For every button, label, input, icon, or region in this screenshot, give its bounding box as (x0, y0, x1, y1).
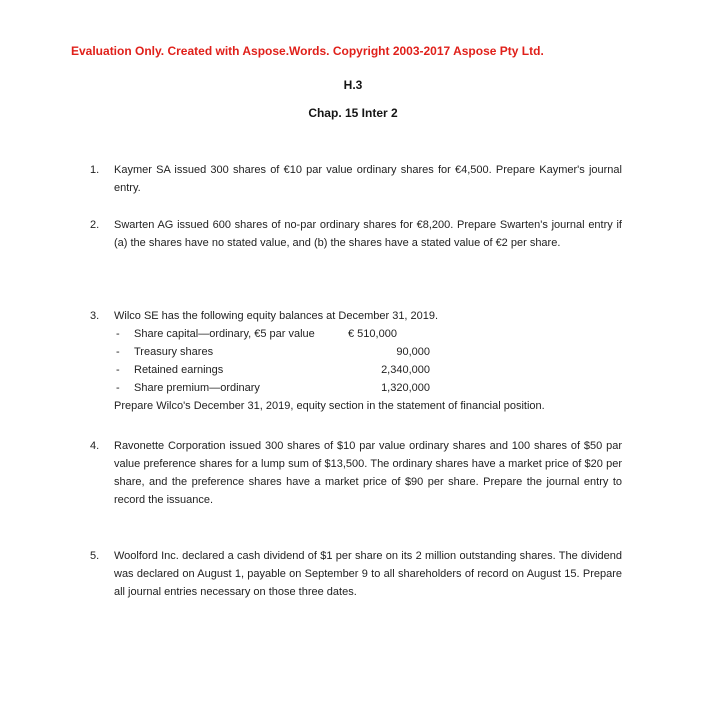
balance-row (114, 325, 622, 343)
question-4 (90, 437, 622, 509)
balance-label: Treasury shares (134, 346, 214, 358)
balance-label: Retained earnings (134, 364, 224, 376)
chapter-title: Chap. 15 Inter 2 (308, 106, 398, 120)
document-code: H.3 (343, 78, 363, 92)
question-number: 5. (90, 550, 100, 562)
question-3 (90, 307, 622, 415)
question-text: Kaymer SA issued 300 shares of €10 par value ordinary shares for €4,500. Prepare Kaymer's journal entry. (114, 164, 622, 194)
evaluation-watermark: Evaluation Only. Created with Aspose.Words. Copyright 2003-2017 Aspose Pty Ltd. (71, 44, 544, 58)
balance-row (114, 343, 622, 361)
question-intro: Wilco SE has the following equity balances at December 31, 2019. (114, 310, 439, 322)
question-2 (90, 216, 622, 252)
balance-label: Share premium—ordinary (134, 382, 260, 394)
balance-value: 90,000 (396, 346, 430, 358)
balance-value: € 510,000 (348, 328, 397, 340)
balance-row (114, 379, 622, 397)
question-5 (90, 547, 622, 601)
list-dash: - (116, 328, 120, 340)
equity-balances-list (114, 325, 622, 397)
balance-row (114, 361, 622, 379)
balance-value: 2,340,000 (381, 364, 430, 376)
balance-label: Share capital—ordinary, €5 par value (134, 328, 315, 340)
question-number: 1. (90, 164, 100, 176)
list-dash: - (116, 364, 120, 376)
question-number: 2. (90, 219, 100, 231)
question-body (114, 307, 622, 397)
question-task: Prepare Wilco's December 31, 2019, equity section in the statement of financial position. (114, 400, 545, 412)
question-1 (90, 161, 622, 197)
question-number: 3. (90, 310, 100, 322)
question-text: Woolford Inc. declared a cash dividend of $1 per share on its 2 million outstanding shares. The dividend was declared on August 1, payable on September 9 to all shareholders of record on August 15. Prepare all journal entries necessary on those three dates. (114, 550, 622, 598)
balance-value: 1,320,000 (381, 382, 430, 394)
list-dash: - (116, 382, 120, 394)
question-text: Ravonette Corporation issued 300 shares of $10 par value ordinary shares and 100 shares of $50 par value preference shares for a lump sum of $13,500. The ordinary shares have a market price of $20 per share, and the preference shares have a market price of $90 per share. Prepare the journal entry to record the issuance. (114, 440, 622, 506)
list-dash: - (116, 346, 120, 358)
question-number: 4. (90, 440, 100, 452)
question-text: Swarten AG issued 600 shares of no-par ordinary shares for €8,200. Prepare Swarten's journal entry if (a) the shares have no stated value, and (b) the shares have a stated value of €2 per share. (114, 219, 622, 249)
